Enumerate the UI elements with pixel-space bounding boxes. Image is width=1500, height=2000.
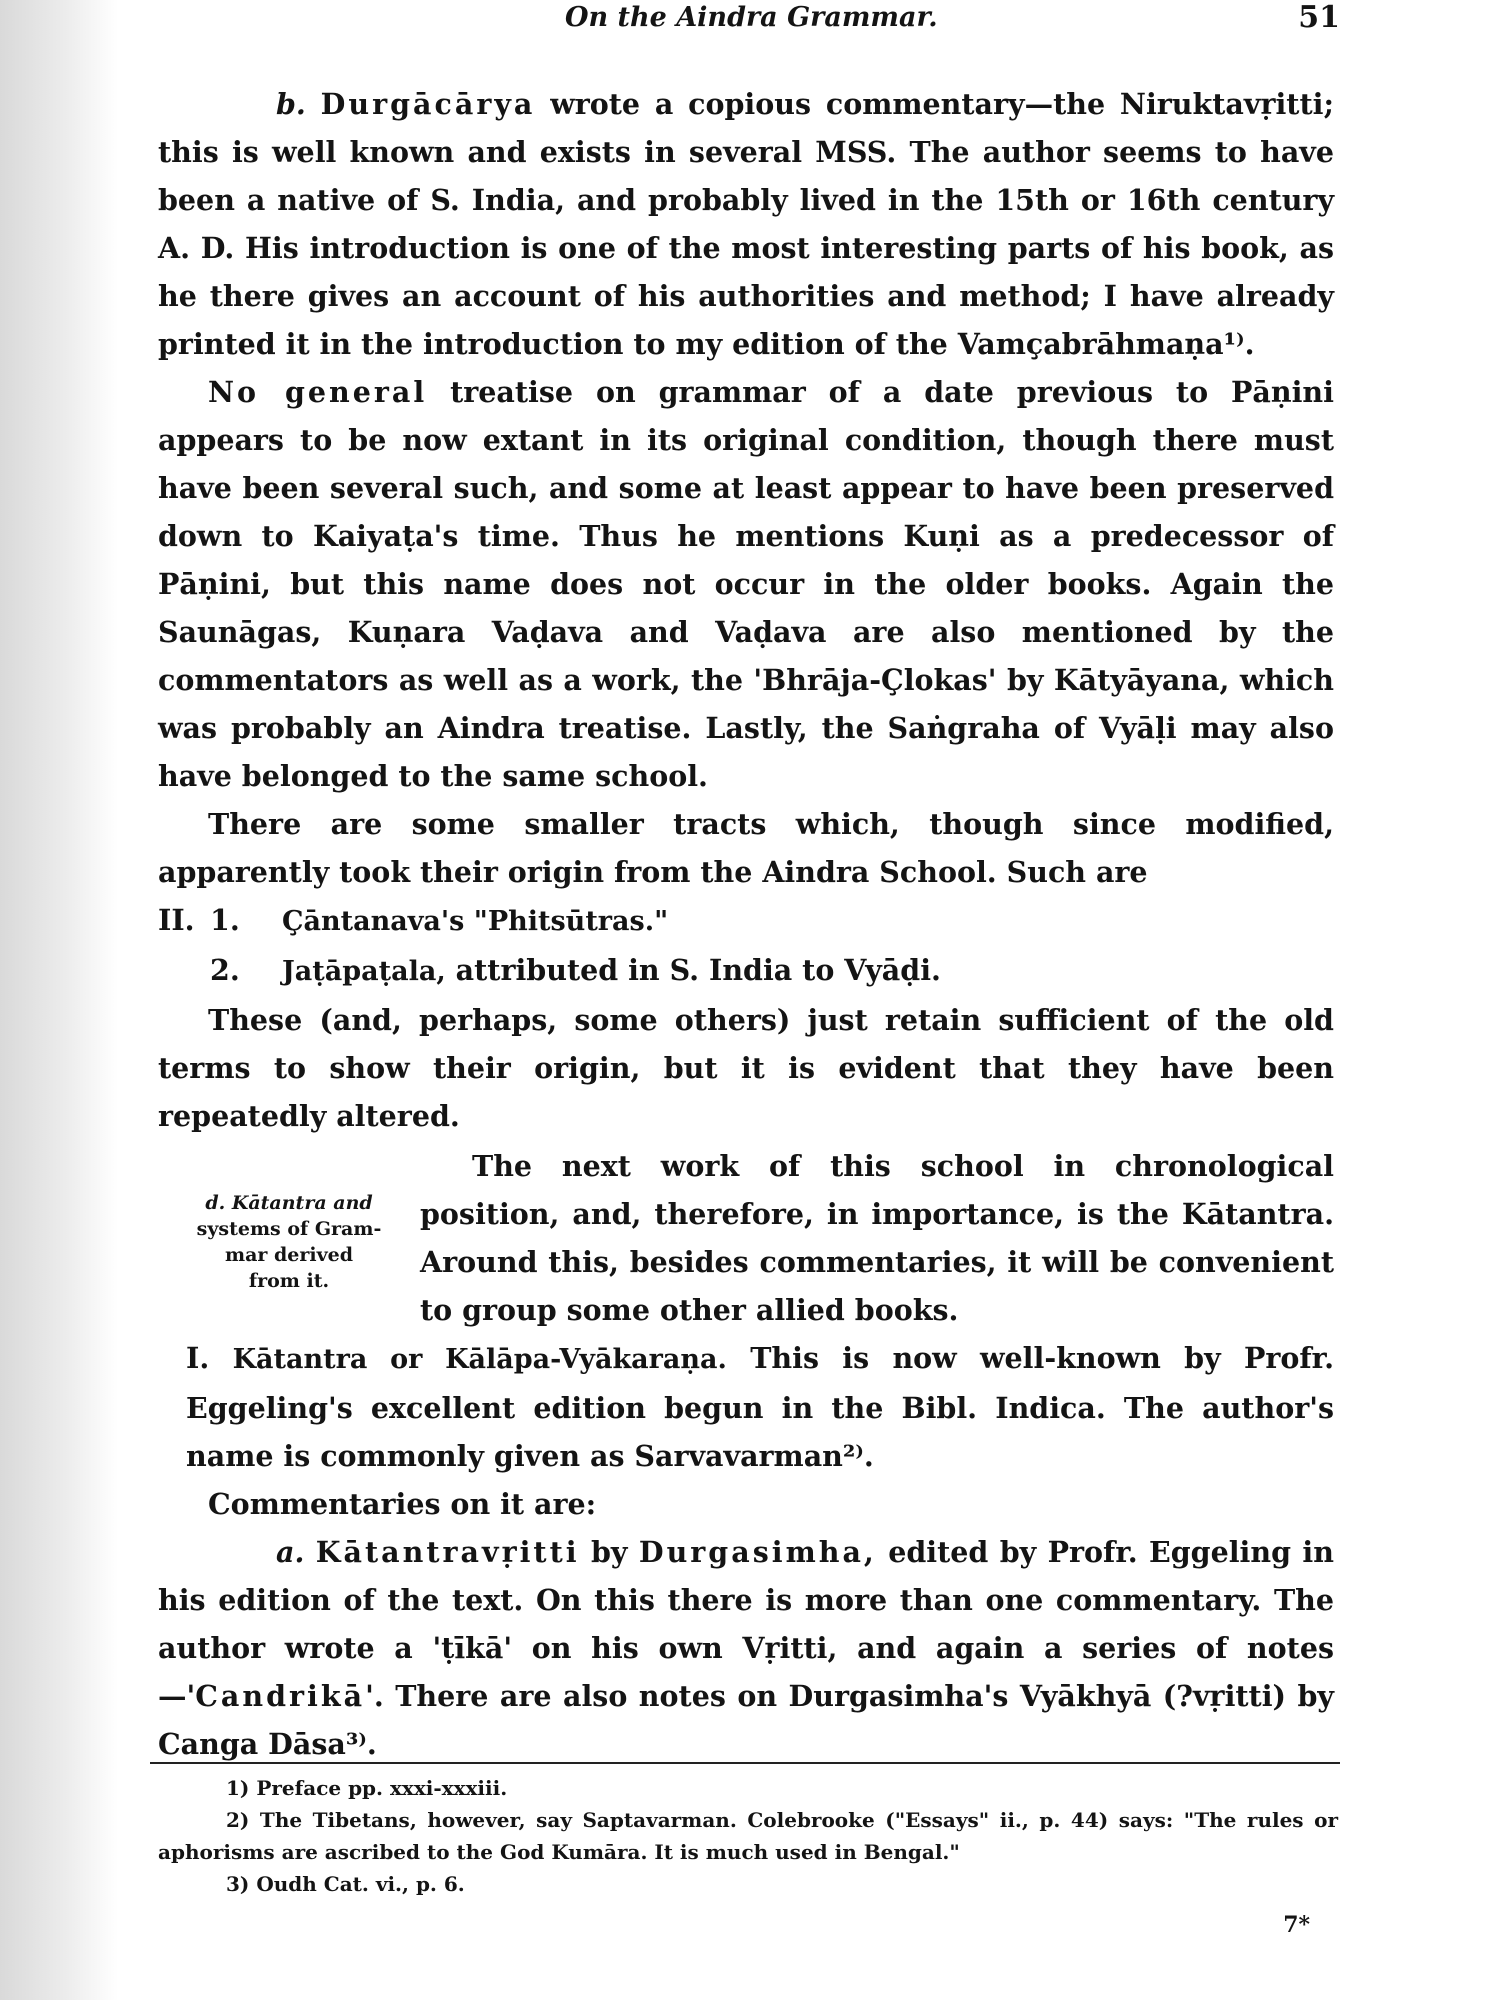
paragraph-text: '. There are also notes on Durgasimha's Vyākhyā (?vṛitti) by Canga Dāsa³⁾.: [158, 1679, 1334, 1761]
list-item-name: Çāntanava's "Phitsūtras.": [282, 906, 669, 937]
margin-note-line: systems of Gram-: [196, 1218, 382, 1240]
section-katantra: [158, 1142, 1334, 1334]
paragraph-text: This is now well-known by Profr. Eggeling's excellent edition begun in the Bibl. Indica. The author's name is commonly given as Sarvavarman²⁾.: [186, 1341, 1334, 1473]
margin-note-line: d. Kātantra and: [205, 1192, 373, 1214]
paragraph-smaller-tracts: There are some smaller tracts which, though since modified, apparently took their origin from the Aindra School. Such are: [158, 807, 1334, 889]
list-item-phitsutras: [158, 896, 1334, 946]
item-roman-numeral: I.: [186, 1341, 210, 1375]
paragraph-next-work: [420, 1142, 1334, 1334]
margin-note-line: from it.: [248, 1270, 330, 1292]
margin-note-line: mar derived: [224, 1244, 354, 1266]
book-page: [150, 0, 1340, 2000]
paragraph-durgacarya: [158, 80, 1334, 368]
footnotes: [158, 1772, 1338, 1900]
paragraph-lead: No general: [208, 375, 428, 409]
page-body: [158, 80, 1334, 1768]
paragraph-katantra: [158, 1334, 1334, 1480]
footnote-1: 1) Preface pp. xxxi-xxxiii.: [226, 1776, 508, 1800]
paragraph-text: wrote a copious commentary—the Niruktavṛitti; this is well known and exists in several MSS. The author seems to have been a native of S. India, and probably lived in the 15th or 16th century A. D. His introduction is one of the most interesting parts of his book, as he there gives an account of his authorities and method; I have already printed it in the introduction to my edition of the Vamçabrāhmaṇa¹⁾.: [158, 87, 1334, 361]
work-title: Kātantra or Kālāpa-Vyākaraṇa.: [232, 1344, 727, 1375]
author-name: Durgasimha,: [638, 1535, 877, 1569]
paragraph-text: treatise on grammar of a date previous to Pāṇini appears to be now extant in its original condition, though there must have been several such, and some at least appear to have been preserved down to Kaiyaṭa's time. Thus he mentions Kuṇi as a predecessor of Pāṇini, but this name does not occur in the older books. Again the Saunāgas, Kuṇara Vaḍava and Vaḍava are also mentioned by the commentators as well as a work, the 'Bhrāja-Çlokas' by Kātyāyana, which was probably an Aindra treatise. Lastly, the Saṅgraha of Vyāḷi may also have belonged to the same school.: [158, 375, 1334, 793]
paragraph-katantravritti: [158, 1528, 1334, 1768]
work-title: Kātantravṛitti: [315, 1535, 580, 1569]
item-label: a.: [276, 1535, 305, 1569]
list-number: 1.: [210, 903, 240, 937]
page-number: 51: [1298, 0, 1340, 35]
work-title: Candrikā: [195, 1679, 366, 1713]
running-header-title: On the Aindra Grammar.: [565, 2, 938, 33]
paragraph-general-treatise: [158, 368, 1334, 800]
list-number: 2.: [210, 953, 240, 987]
paragraph-text: by: [590, 1535, 628, 1569]
paragraph-text: edited by Profr. Eggeling in his edition of the text. On this there is more than one commentary. The author wrote a 'ṭīkā' on his own Vṛitti, and again a series of notes—': [158, 1535, 1334, 1713]
printer-signature-mark: 7*: [1283, 1912, 1310, 1938]
margin-note: [158, 1142, 420, 1294]
footnote-divider: [150, 1762, 1340, 1764]
footnote-2: 2) The Tibetans, however, say Saptavarman. Colebrooke ("Essays" ii., p. 44) says: "The rules or aphorisms are ascribed to the God Kumāra. It is much used in Bengal.": [158, 1808, 1338, 1864]
paragraph-text: The next work of this school in chronological position, and, therefore, in importance, is the Kātantra. Around this, besides commentaries, it will be convenient to group some other allied books.: [420, 1149, 1334, 1327]
page-gutter-shadow: [0, 0, 118, 2000]
paragraph-commentaries: Commentaries on it are:: [208, 1487, 597, 1521]
paragraph-these-others: These (and, perhaps, some others) just retain sufficient of the old terms to show their origin, but it is evident that they have been repeatedly altered.: [158, 1003, 1334, 1133]
list-roman-numeral: II.: [158, 903, 195, 937]
list-item-text: attributed in S. India to Vyāḍi.: [455, 953, 941, 987]
footnote-3: 3) Oudh Cat. vi., p. 6.: [226, 1872, 465, 1896]
author-name: Durgācārya: [320, 87, 536, 121]
list-item-name: Jaṭāpaṭala,: [282, 956, 446, 987]
list-item-jatapatala: [158, 946, 1334, 996]
item-label: b.: [276, 87, 306, 121]
